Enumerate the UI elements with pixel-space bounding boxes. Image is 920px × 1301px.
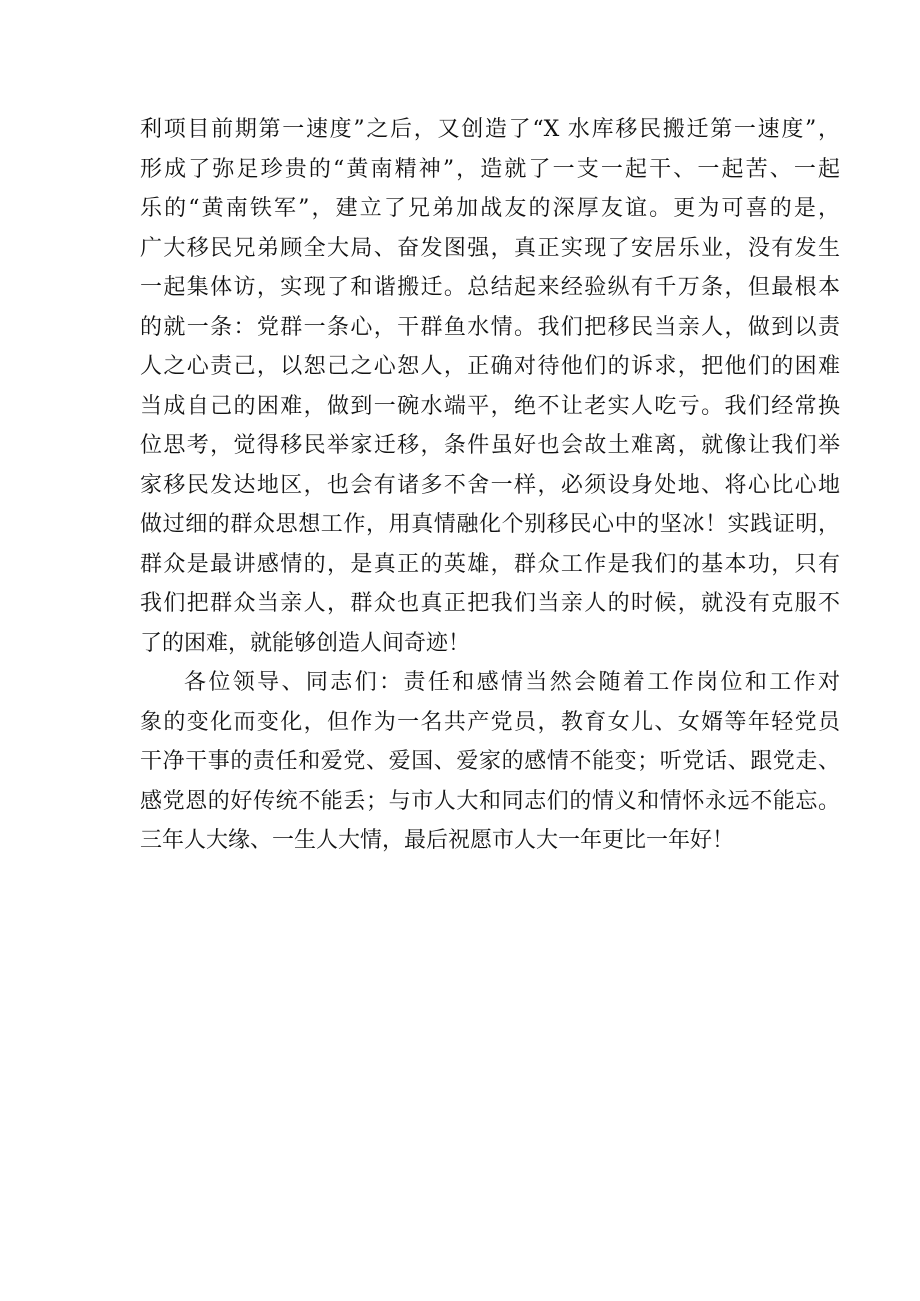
text-line: 人之心责己，以恕己之心恕人，正确对待他们的诉求，把他们的困难: [140, 354, 840, 379]
text-line: 了的困难，就能够创造人间奇迹！: [140, 630, 471, 656]
text-line: 感党恩的好传统不能丢；与市人大和同志们的情义和情怀永远不能忘。: [140, 788, 840, 814]
text-line: 干净干事的责任和爱党、爱国、爱家的感情不能变；听党话、跟党走、: [140, 749, 840, 774]
text-line: 广大移民兄弟顾全大局、奋发图强，真正实现了安居乐业，没有发生: [140, 235, 840, 261]
text-line: 我们把群众当亲人，群众也真正把我们当亲人的时候，就没有克服不: [140, 591, 840, 616]
text-line: 各位领导、同志们：责任和感情当然会随着工作岗位和工作对: [184, 670, 840, 695]
text-line: 做过细的群众思想工作，用真情融化个别移民心中的坚冰！实践证明，: [140, 512, 840, 537]
text-line: 家移民发达地区，也会有诸多不舍一样，必须设身处地、将心比心地: [140, 472, 840, 498]
text-line: 三年人大缘、一生人大情，最后祝愿市人大一年更比一年好！: [140, 828, 735, 853]
text-line: 位思考，觉得移民举家迁移，条件虽好也会故土难离，就像让我们举: [140, 433, 840, 458]
document-body: [140, 110, 840, 861]
paragraph-1: [140, 110, 840, 663]
text-line: 群众是最讲感情的，是真正的英雄，群众工作是我们的基本功，只有: [140, 551, 840, 577]
text-line: 利项目前期第一速度”之后，又创造了“X 水库移民搬迁第一速度”，: [140, 117, 840, 142]
paragraph-2: [140, 663, 840, 861]
text-line: 乐的“黄南铁军”，建立了兄弟加战友的深厚友谊。更为可喜的是，: [140, 196, 840, 221]
text-line: 象的变化而变化，但作为一名共产党员，教育女儿、女婿等年轻党员: [140, 709, 840, 735]
text-line: 一起集体访，实现了和谐搬迁。总结起来经验纵有千万条，但最根本: [140, 275, 840, 300]
text-line: 形成了弥足珍贵的“黄南精神”，造就了一支一起干、一起苦、一起: [140, 156, 840, 182]
text-line: 的就一条：党群一条心，干群鱼水情。我们把移民当亲人，做到以责: [140, 314, 840, 340]
text-line: 当成自己的困难，做到一碗水端平，绝不让老实人吃亏。我们经常换: [140, 393, 840, 419]
